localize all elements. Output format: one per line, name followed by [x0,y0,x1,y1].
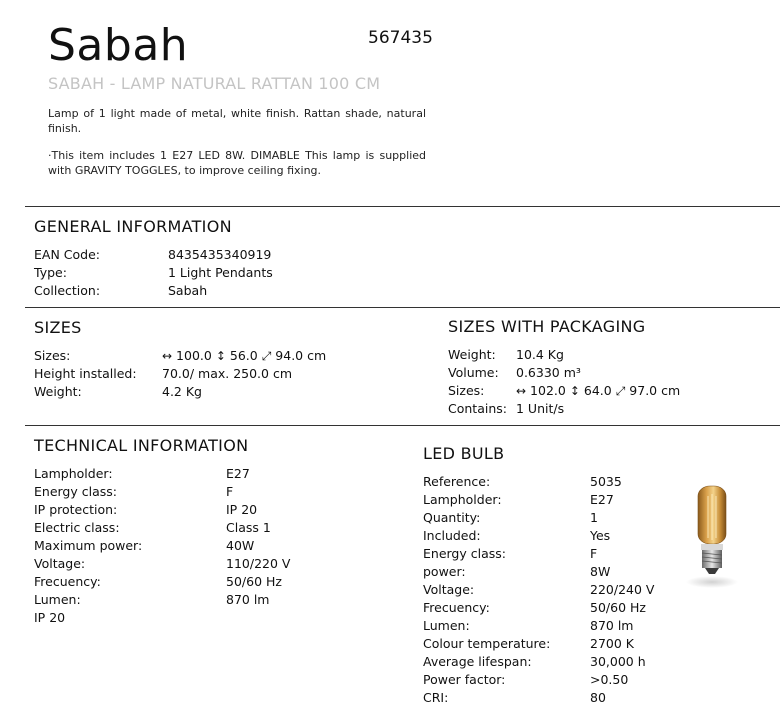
packaging-heading: SIZES WITH PACKAGING [448,317,646,336]
led-row [423,509,683,527]
row-label: Frecuency: [34,574,101,589]
row-value: F [590,546,598,561]
row-label: Type: [34,265,67,280]
size-width: 100.0 [176,348,212,363]
row-value: 8W [590,564,611,579]
row-label: Lumen: [423,618,470,633]
row-label: Voltage: [423,582,475,597]
row-label: Sizes: [34,348,71,363]
led-bulb-table [423,473,683,707]
sizes-heading: SIZES [34,318,82,337]
row-value: 50/60 Hz [590,600,646,615]
product-title: Sabah [48,20,189,71]
product-description: Lamp of 1 light made of metal, white finish. Rattan shade, natural finish. [48,107,426,135]
width-icon: ↔ [162,349,173,363]
led-row [423,671,683,689]
row-label: Collection: [34,283,101,298]
row-value: E27 [590,492,614,507]
depth-icon: ⤢ [261,349,272,363]
size-height: 56.0 [229,348,258,363]
row-label: Lumen: [34,592,81,607]
row-value: 70.0/ max. 250.0 cm [162,366,293,381]
row-value: 870 lm [590,618,634,633]
row-value: F [226,484,234,499]
row-label: Contains: [448,401,507,416]
row-label: Included: [423,528,481,543]
row-label: Weight: [34,384,82,399]
size-width: 102.0 [530,383,566,398]
led-row [423,617,683,635]
technical-row [34,501,394,519]
technical-row [34,609,394,627]
row-value: 1 Unit/s [516,401,565,416]
row-label: Average lifespan: [423,654,532,669]
general-row-ean [34,246,434,264]
row-value: 8435435340919 [168,247,272,262]
row-value: IP 20 [226,502,258,517]
sizes-row-height [34,365,424,383]
packaging-row-weight [448,346,768,364]
row-label: Energy class: [34,484,117,499]
row-label: Weight: [448,347,496,362]
height-icon: ↕ [215,349,226,363]
led-row [423,563,683,581]
led-row [423,527,683,545]
row-label: Electric class: [34,520,120,535]
led-bulb-image [684,482,740,592]
led-row [423,635,683,653]
row-label: Lampholder: [423,492,502,507]
section-divider [25,425,780,426]
technical-row [34,555,394,573]
row-value: E27 [226,466,250,481]
technical-table [34,465,394,627]
row-value: 1 [590,510,598,525]
row-value: Yes [590,528,611,543]
row-label: Quantity: [423,510,481,525]
size-height: 64.0 [583,383,612,398]
row-label: IP 20 [34,610,66,625]
row-value: 50/60 Hz [226,574,282,589]
section-divider [25,206,780,207]
row-label: Voltage: [34,556,86,571]
technical-row [34,591,394,609]
row-label: Power factor: [423,672,506,687]
sizes-row-weight [34,383,424,401]
row-value: 220/240 V [590,582,655,597]
technical-row [34,537,394,555]
packaging-table [448,346,768,418]
product-reference: 567435 [368,28,433,48]
row-label: Volume: [448,365,499,380]
row-label: Sizes: [448,383,485,398]
packaging-row-dimensions [448,382,768,400]
general-row-type [34,264,434,282]
row-value: 4.2 Kg [162,384,202,399]
row-value: 80 [590,690,606,705]
row-value: 2700 K [590,636,634,651]
led-row [423,689,683,707]
row-value: 1 Light Pendants [168,265,273,280]
led-row [423,491,683,509]
row-label: EAN Code: [34,247,100,262]
size-depth: 94.0 cm [275,348,327,363]
depth-icon: ⤢ [615,384,626,398]
row-label: IP protection: [34,502,118,517]
general-info-heading: GENERAL INFORMATION [34,217,232,236]
row-value [162,347,326,365]
technical-row [34,519,394,537]
sizes-table [34,347,424,401]
row-value: 0.6330 m³ [516,365,581,380]
row-value: 40W [226,538,255,553]
led-row [423,599,683,617]
technical-row [34,465,394,483]
row-value: 870 lm [226,592,270,607]
row-value: 5035 [590,474,622,489]
led-row [423,473,683,491]
technical-row [34,483,394,501]
led-row [423,581,683,599]
row-value [516,382,680,400]
row-label: CRI: [423,690,449,705]
row-label: Lampholder: [34,466,113,481]
general-info-table [34,246,434,300]
row-value: 110/220 V [226,556,291,571]
size-depth: 97.0 cm [629,383,681,398]
row-label: power: [423,564,466,579]
row-label: Energy class: [423,546,506,561]
row-label: Maximum power: [34,538,143,553]
packaging-row-contains [448,400,768,418]
led-bulb-heading: LED BULB [423,444,505,463]
product-subtitle: SABAH - LAMP NATURAL RATTAN 100 CM [48,74,381,93]
packaging-row-volume [448,364,768,382]
row-value: >0.50 [590,672,629,687]
technical-row [34,573,394,591]
height-icon: ↕ [569,384,580,398]
led-row [423,653,683,671]
row-value: Sabah [168,283,208,298]
width-icon: ↔ [516,384,527,398]
sizes-row-dimensions [34,347,424,365]
technical-heading: TECHNICAL INFORMATION [34,436,249,455]
row-label: Frecuency: [423,600,490,615]
row-label: Height installed: [34,366,137,381]
row-label: Colour temperature: [423,636,551,651]
general-row-collection [34,282,434,300]
row-label: Reference: [423,474,491,489]
section-divider [25,307,780,308]
led-row [423,545,683,563]
row-value: 10.4 Kg [516,347,564,362]
row-value: 30,000 h [590,654,646,669]
row-value: Class 1 [226,520,271,535]
product-description-extra: ·This item includes 1 E27 LED 8W. DIMABLE This lamp is supplied with GRAVITY TOGGLES, to improve ceiling fixing. [48,149,426,177]
